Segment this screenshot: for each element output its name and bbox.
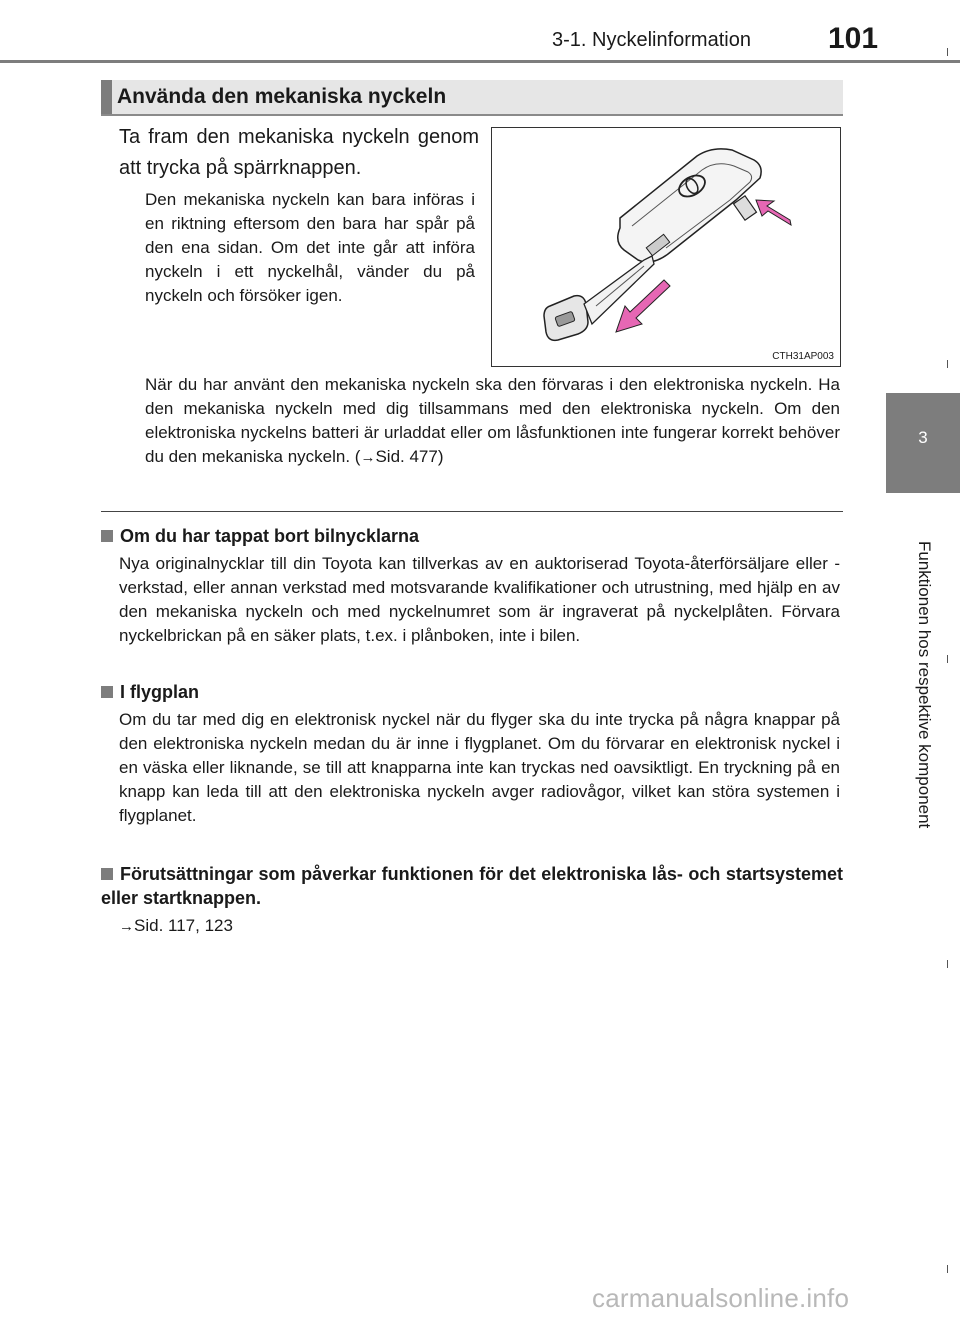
section-title: Använda den mekaniska nyckeln	[117, 85, 447, 108]
crop-mark	[947, 48, 948, 56]
page-reference-link[interactable]: Sid. 117, 123	[134, 916, 233, 935]
chapter-label: 3-1. Nyckelinformation	[552, 29, 751, 51]
subsection-heading-lost-keys	[101, 524, 843, 548]
subsection-heading-conditions	[101, 862, 843, 910]
section-divider	[101, 511, 843, 512]
subsection-ref-conditions	[119, 914, 840, 939]
chapter-tab-number: 3	[918, 428, 928, 447]
watermark-text: carmanualsonline.info	[592, 1283, 850, 1313]
intro-text: Ta fram den mekaniska nyckeln genom att trycka på spärrknappen.	[119, 126, 479, 179]
chapter-side-title-text: Funktionen hos respektive komponent	[915, 541, 934, 829]
section-header	[101, 80, 843, 116]
square-bullet-icon	[101, 686, 113, 698]
push-arrow-icon	[756, 200, 791, 225]
key-illustration-drawing	[492, 128, 840, 366]
note-key-storage	[145, 373, 840, 470]
section-header-bar	[101, 80, 112, 114]
subsection-body-airplane: Om du tar med dig en elektronisk nyckel när du flyger ska du inte trycka på några knappar på den elektroniska nyckeln medan du är inne i flygplanet. Om du förvarar en elektronisk nyckel i en väska eller liknande, se till att knapparna inte kan tryckas ned oavsiktligt. En tryckning på en knapp kan leda till att den elektroniska nyckeln avger radiovågor, vilket kan störa systemen i flygplanet.	[119, 710, 840, 825]
note-key-insert: Den mekaniska nyckeln kan bara införas i en riktning eftersom den bara har spår på den ena sidan. Om det inte går att införa nyckeln i ett nyckelhål, vänder du på nyckeln och försöker igen.	[145, 190, 475, 305]
reference-arrow-icon: →	[119, 918, 134, 935]
square-bullet-icon	[101, 868, 113, 880]
crop-mark	[947, 960, 948, 968]
mechanical-key-groove	[596, 266, 644, 306]
note-key-storage-close: )	[437, 447, 444, 466]
square-bullet-icon	[101, 530, 113, 542]
note-key-storage-text: När du har använt den mekaniska nyckeln ska den förvaras i den elektroniska nyckeln. Ha den mekaniska nyckeln med dig tillsammans med den elektroniska nyckeln. Om den elektroniska nyckelns batteri är urladdat eller om låsfunktionen inte fungerar korrekt behöver du den mekaniska nyckeln. (	[145, 375, 840, 466]
page-number: 101	[828, 22, 879, 55]
subsection-heading-text: I flygplan	[120, 682, 200, 702]
chapter-side-title	[864, 500, 960, 870]
key-illustration	[491, 127, 841, 367]
page-reference-link[interactable]: Sid. 477	[375, 447, 438, 466]
header-rule	[0, 60, 960, 63]
reference-arrow-icon: →	[360, 449, 376, 466]
subsection-heading-airplane	[101, 680, 843, 704]
chapter-tab[interactable]	[886, 393, 960, 493]
subsection-heading-text: Förutsättningar som påverkar funktionen för det elektroniska lås- och startsystemet eller startknappen.	[101, 864, 843, 908]
figure-code: CTH31AP003	[772, 351, 834, 362]
crop-mark	[947, 1265, 948, 1273]
crop-mark	[947, 360, 948, 368]
subsection-body-lost-keys: Nya originalnycklar till din Toyota kan tillverkas av en auktoriserad Toyota-återförsäljare eller -verkstad, eller annan verkstad med motsvarande kvalifikationer och utrustning, med hjälp en av den mekaniska nyckeln och med nyckelnumret som är ingraverat på nyckelplåten. Förvara nyckelbrickan på en säker plats, t.ex. i plånboken, inte i bilen.	[119, 554, 840, 645]
subsection-heading-text: Om du har tappat bort bilnycklarna	[120, 526, 420, 546]
